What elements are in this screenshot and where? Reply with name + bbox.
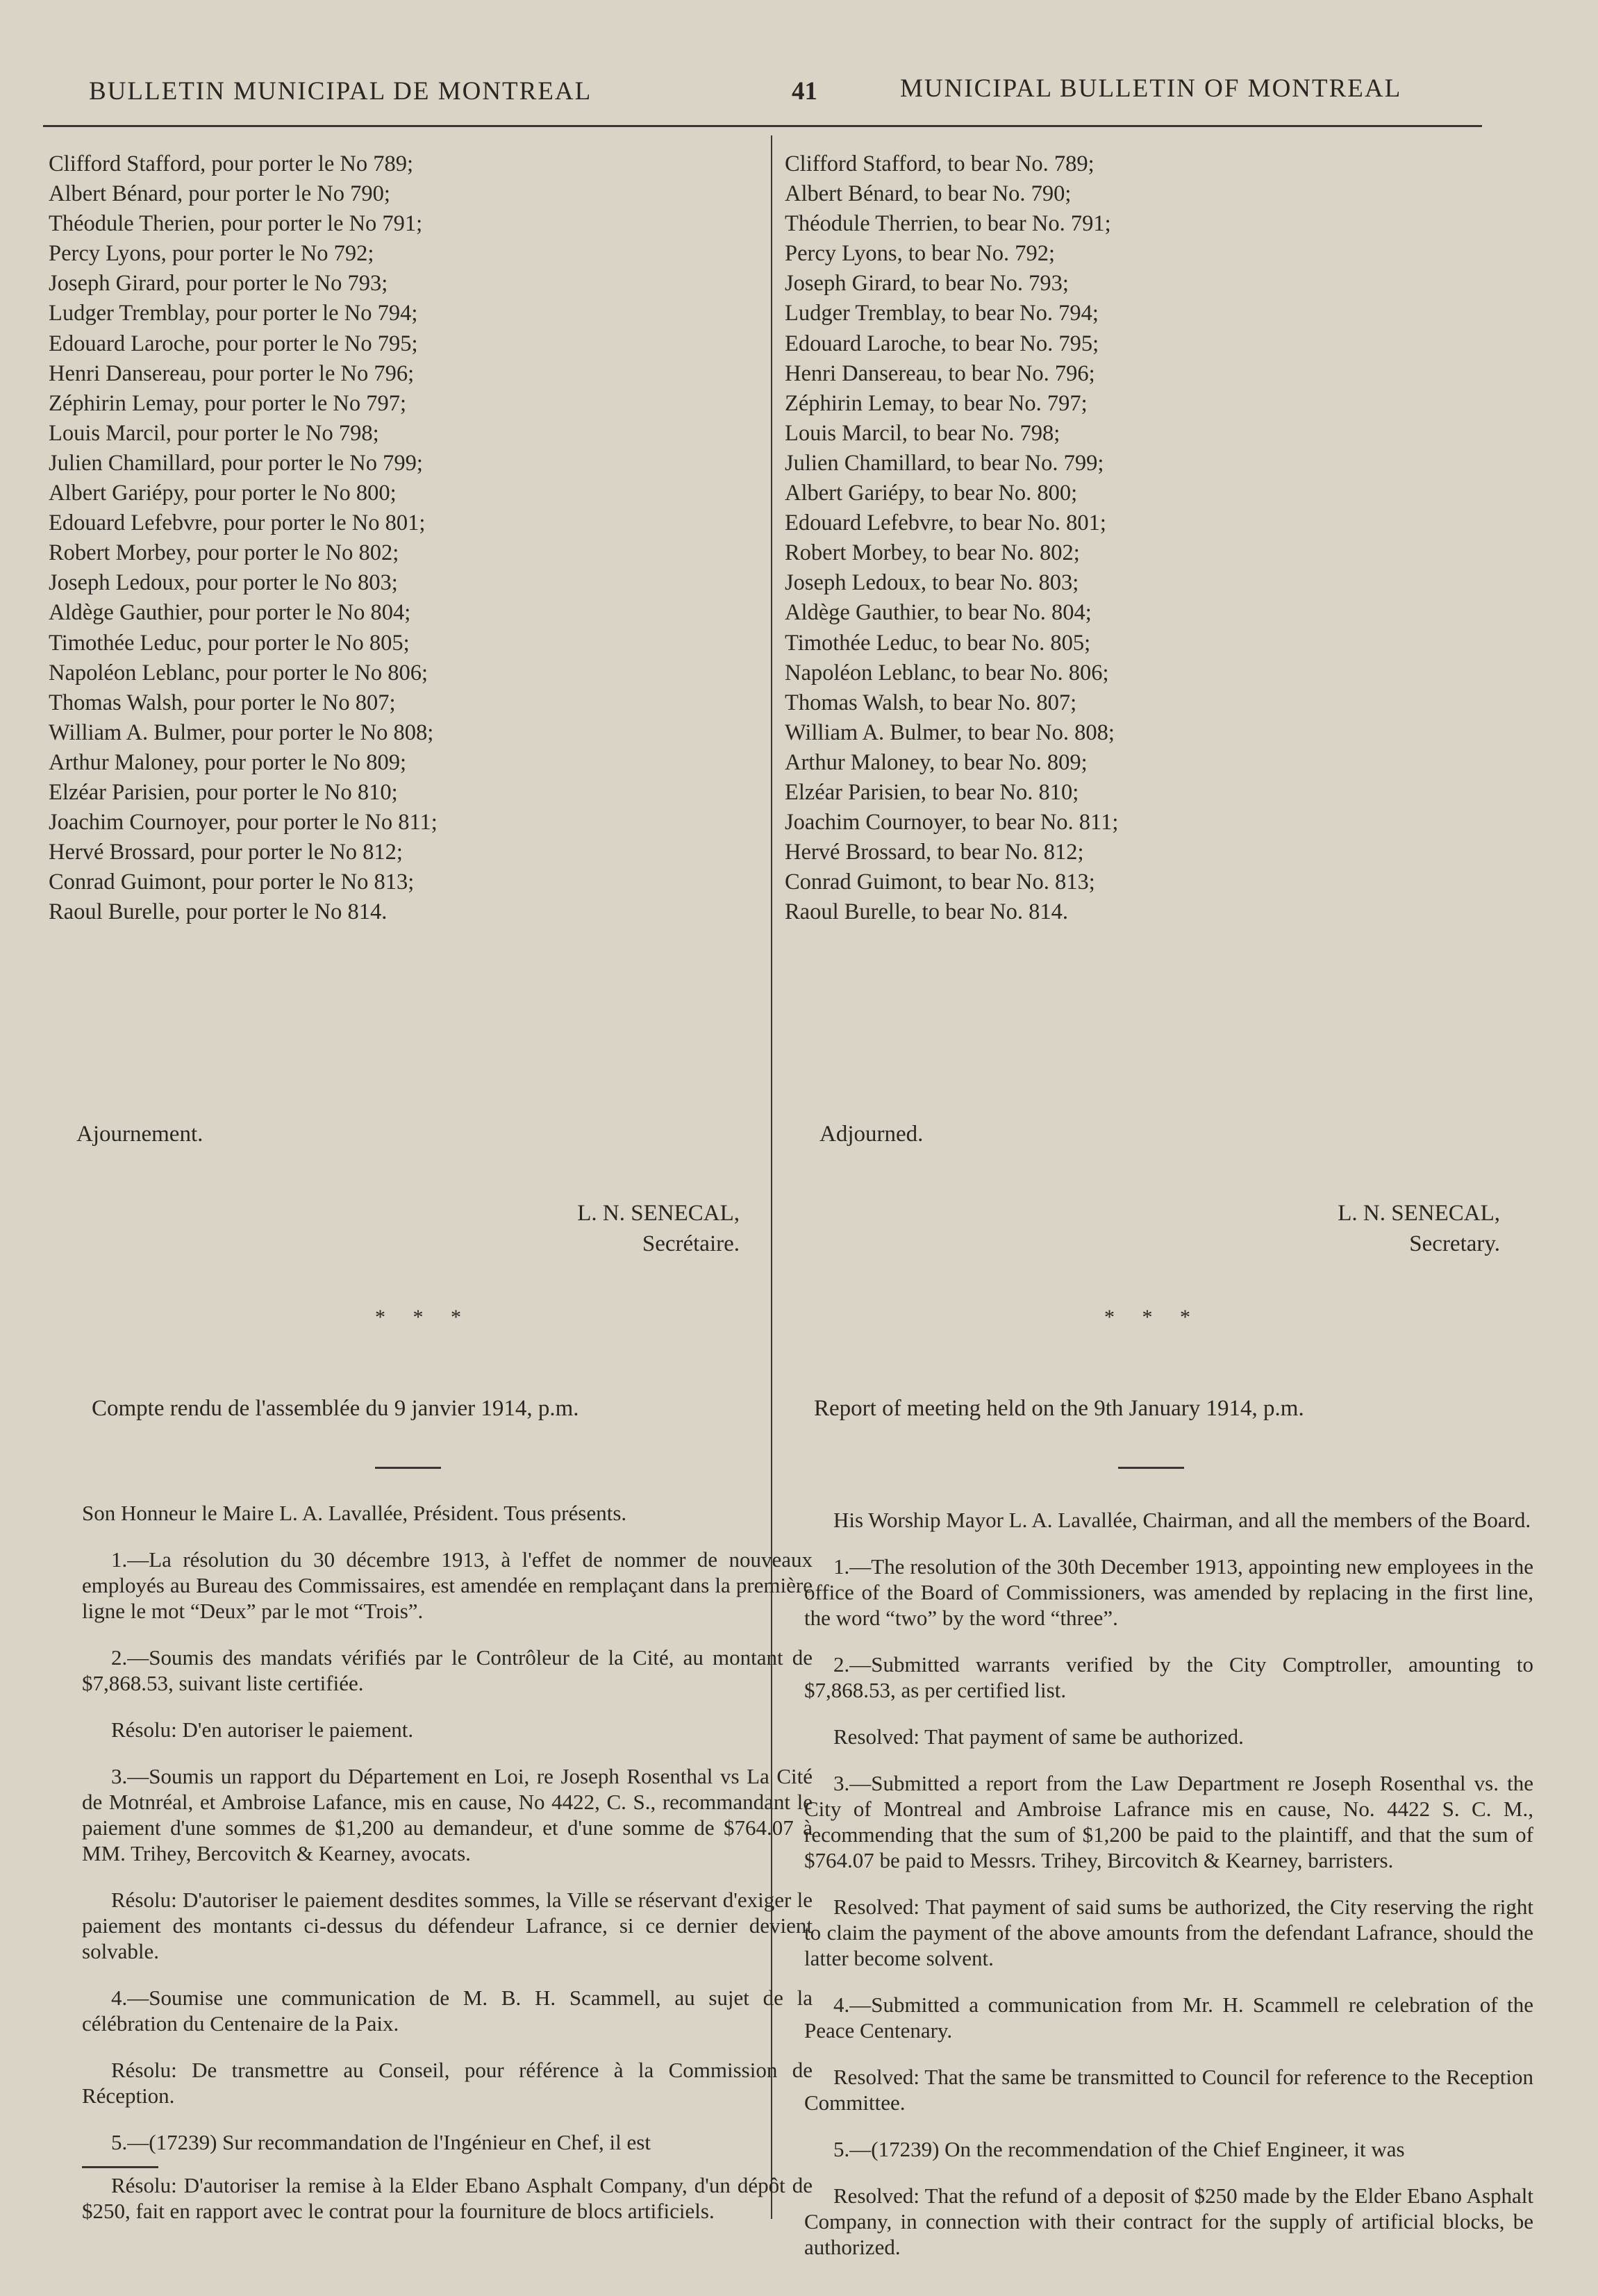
english-para-item-1: 1.—The resolution of the 30th December 1913, appointing new employees in the office of the Board of Commissioners, was amended by replacing in the first line, the word “two” by the word “three”. — [804, 1554, 1533, 1630]
english-adjournment: Adjourned. — [819, 1122, 924, 1147]
english-appointment-line: Zéphirin Lemay, to bear No. 797; — [785, 390, 1088, 416]
french-para-item-3: 3.—Soumis un rapport du Département en Loi, re Joseph Rosenthal vs La Cité de Motnréal, et Ambroise Lafance, mis en cause, No 4422, C. S., recommandant le paiement d'une sommes de $1,200 au demandeur, et d'une somme de $764.07 à MM. Trihey, Bercovitch & Kearney, avocats. — [82, 1764, 813, 1865]
french-appointment-line: Napoléon Leblanc, pour porter le No 806; — [49, 660, 428, 685]
french-appointment-line: Joachim Cournoyer, pour porter le No 811; — [49, 810, 438, 835]
french-appointment-line: Clifford Stafford, pour porter le No 789; — [49, 151, 414, 176]
english-separator: * * * — [1104, 1306, 1201, 1329]
french-appointment-line: William A. Bulmer, pour porter le No 808; — [49, 719, 434, 745]
french-appointment-line: Percy Lyons, pour porter le No 792; — [49, 241, 374, 267]
header-title-french: BULLETIN MUNICIPAL DE MONTREAL — [89, 77, 592, 106]
english-appointment-line: Timothée Leduc, to bear No. 805; — [785, 630, 1091, 656]
french-column — [49, 149, 813, 2223]
english-appointment-line: Conrad Guimont, to bear No. 813; — [785, 870, 1095, 895]
english-column — [785, 149, 1533, 2259]
french-appointment-line: Edouard Laroche, pour porter le No 795; — [49, 331, 418, 356]
english-para-item-4: 4.—Submitted a communication from Mr. H. Scammell re celebration of the Peace Centenary. — [804, 1993, 1533, 2043]
english-minutes — [804, 1507, 1533, 2281]
english-signature — [1338, 1198, 1500, 1259]
french-appointment-line: Hervé Brossard, pour porter le No 812; — [49, 840, 403, 865]
english-appointment-line: Albert Bénard, to bear No. 790; — [785, 181, 1072, 207]
english-para-item-2: 2.—Submitted warrants verified by the City Comptroller, amounting to $7,868.53, as per certified list. — [804, 1652, 1533, 1702]
french-appointment-line: Joseph Ledoux, pour porter le No 803; — [49, 570, 398, 596]
french-signature-name: L. N. SENECAL, — [577, 1201, 740, 1226]
english-appointment-line: Arthur Maloney, to bear No. 809; — [785, 749, 1088, 775]
english-appointment-line: Elzéar Parisien, to bear No. 810; — [785, 779, 1079, 805]
french-appointment-line: Edouard Lefebvre, pour porter le No 801; — [49, 510, 426, 536]
english-para-attendance: His Worship Mayor L. A. Lavallée, Chairman, and all the members of the Board. — [833, 1508, 1531, 1532]
french-para-item-5: 5.—(17239) Sur recommandation de l'Ingénieur en Chef, il est — [111, 2130, 651, 2154]
english-appointment-line: Raoul Burelle, to bear No. 814. — [785, 899, 1068, 925]
french-signature — [577, 1198, 740, 1259]
french-para-resolution-2: Résolu: D'en autoriser le paiement. — [111, 1717, 414, 1742]
french-appointment-line: Albert Gariépy, pour porter le No 800; — [49, 481, 397, 506]
french-appointment-line: Ludger Tremblay, pour porter le No 794; — [49, 301, 418, 326]
english-appointment-line: Ludger Tremblay, to bear No. 794; — [785, 301, 1099, 326]
french-title-rule — [375, 1467, 441, 1469]
english-appointment-line: Henri Dansereau, to bear No. 796; — [785, 360, 1095, 386]
french-appointment-line: Julien Chamillard, pour porter le No 799; — [49, 450, 423, 476]
page-header — [42, 69, 1486, 118]
french-appointment-line: Robert Morbey, pour porter le No 802; — [49, 540, 399, 566]
english-appointment-line: Louis Marcil, to bear No. 798; — [785, 420, 1060, 446]
english-para-resolution-4: Resolved: That the same be transmitted to Council for reference to the Reception Committee. — [804, 2065, 1533, 2115]
header-rule — [43, 125, 1482, 127]
french-para-item-1: 1.—La résolution du 30 décembre 1913, à l'effet de nommer de nouveaux employés au Bureau des Commissaires, est amendée en remplaçant dans la première ligne le mot “Deux” par le mot “Trois”. — [82, 1547, 813, 1623]
french-appointment-line: Albert Bénard, pour porter le No 790; — [49, 181, 390, 207]
english-title-rule — [1118, 1467, 1184, 1469]
french-appointment-line: Zéphirin Lemay, pour porter le No 797; — [49, 390, 407, 416]
english-appointment-line: Joseph Ledoux, to bear No. 803; — [785, 570, 1079, 596]
french-appointment-line: Thomas Walsh, pour porter le No 807; — [49, 690, 396, 715]
french-appointment-line: Timothée Leduc, pour porter le No 805; — [49, 630, 410, 656]
french-separator: * * * — [375, 1306, 472, 1329]
french-appointment-list — [49, 149, 754, 927]
french-adjournment: Ajournement. — [76, 1122, 203, 1147]
english-appointment-line: Thomas Walsh, to bear No. 807; — [785, 690, 1077, 715]
french-appointment-line: Aldège Gauthier, pour porter le No 804; — [49, 600, 411, 626]
french-appointment-line: Théodule Therien, pour porter le No 791; — [49, 211, 423, 237]
english-para-resolution-3: Resolved: That payment of said sums be authorized, the City reserving the right to claim the payment of the above amounts from the defendant Lafrance, should the latter become solvent. — [804, 1895, 1533, 1970]
french-meeting-title: Compte rendu de l'assemblée du 9 janvier 1914, p.m. — [92, 1396, 579, 1421]
french-appointment-line: Louis Marcil, pour porter le No 798; — [49, 420, 379, 446]
english-appointment-line: Aldège Gauthier, to bear No. 804; — [785, 600, 1092, 626]
english-appointment-list — [785, 149, 1514, 927]
header-title-english: MUNICIPAL BULLETIN OF MONTREAL — [900, 74, 1402, 103]
english-para-resolution-2: Resolved: That payment of same be authorized. — [833, 1724, 1244, 1749]
english-para-item-3: 3.—Submitted a report from the Law Department re Joseph Rosenthal vs. the City of Montreal and Ambroise Lafrance mis en cause, No. 4422 S. C. M., recommending that the sum of $1,200 be paid to the plaintiff, and that the sum of $764.07 be paid to Messrs. Trihey, Bircovitch & Kearney, barristers. — [804, 1771, 1533, 1872]
french-inline-rule — [82, 2166, 158, 2168]
french-appointment-line: Joseph Girard, pour porter le No 793; — [49, 271, 388, 297]
french-appointment-line: Elzéar Parisien, pour porter le No 810; — [49, 779, 398, 805]
french-para-resolution-4: Résolu: De transmettre au Conseil, pour référence à la Commission de Réception. — [82, 2058, 813, 2108]
english-signature-name: L. N. SENECAL, — [1338, 1201, 1500, 1226]
french-minutes — [82, 1500, 813, 2245]
english-appointment-line: Joachim Cournoyer, to bear No. 811; — [785, 810, 1119, 835]
french-appointment-line: Arthur Maloney, pour porter le No 809; — [49, 749, 407, 775]
english-appointment-line: William A. Bulmer, to bear No. 808; — [785, 719, 1115, 745]
french-para-item-2: 2.—Soumis des mandats vérifiés par le Contrôleur de la Cité, au montant de $7,868.53, suivant liste certifiée. — [82, 1645, 813, 1695]
english-appointment-line: Julien Chamillard, to bear No. 799; — [785, 450, 1104, 476]
english-appointment-line: Edouard Lefebvre, to bear No. 801; — [785, 510, 1106, 536]
english-para-item-5: 5.—(17239) On the recommendation of the Chief Engineer, it was — [833, 2137, 1405, 2161]
french-appointment-line: Henri Dansereau, pour porter le No 796; — [49, 360, 415, 386]
english-appointment-line: Robert Morbey, to bear No. 802; — [785, 540, 1080, 566]
page-number: 41 — [792, 77, 817, 106]
french-para-item-4: 4.—Soumise une communication de M. B. H. Scammell, au sujet de la célébration du Centenaire de la Paix. — [82, 1986, 813, 2036]
english-appointment-line: Edouard Laroche, to bear No. 795; — [785, 331, 1099, 356]
english-appointment-line: Théodule Therrien, to bear No. 791; — [785, 211, 1111, 237]
french-appointment-line: Conrad Guimont, pour porter le No 813; — [49, 870, 415, 895]
english-appointment-line: Napoléon Leblanc, to bear No. 806; — [785, 660, 1109, 685]
english-appointment-line: Albert Gariépy, to bear No. 800; — [785, 481, 1078, 506]
english-appointment-line: Joseph Girard, to bear No. 793; — [785, 271, 1069, 297]
english-meeting-title: Report of meeting held on the 9th January 1914, p.m. — [814, 1396, 1304, 1421]
english-signature-role: Secretary. — [1409, 1231, 1500, 1256]
french-signature-role: Secrétaire. — [642, 1231, 740, 1256]
french-para-resolution-3: Résolu: D'autoriser le paiement desdites sommes, la Ville se réservant d'exiger le paiement des montants ci-dessus du défendeur Lafrance, si ce dernier devient solvable. — [82, 1888, 813, 1963]
french-appointment-line: Raoul Burelle, pour porter le No 814. — [49, 899, 388, 925]
french-para-attendance: Son Honneur le Maire L. A. Lavallée, Président. Tous présents. — [82, 1501, 627, 1525]
english-appointment-line: Clifford Stafford, to bear No. 789; — [785, 151, 1095, 176]
english-appointment-line: Hervé Brossard, to bear No. 812; — [785, 840, 1084, 865]
french-para-resolution-5: Résolu: D'autoriser la remise à la Elder Ebano Asphalt Company, d'un dépôt de $250, fait en rapport avec le contrat pour la fourniture de blocs artificiels. — [82, 2173, 813, 2223]
english-para-resolution-5: Resolved: That the refund of a deposit of $250 made by the Elder Ebano Asphalt Company, in connection with their contract for the supply of artificial blocks, be authorized. — [804, 2183, 1533, 2259]
english-appointment-line: Percy Lyons, to bear No. 792; — [785, 241, 1056, 267]
